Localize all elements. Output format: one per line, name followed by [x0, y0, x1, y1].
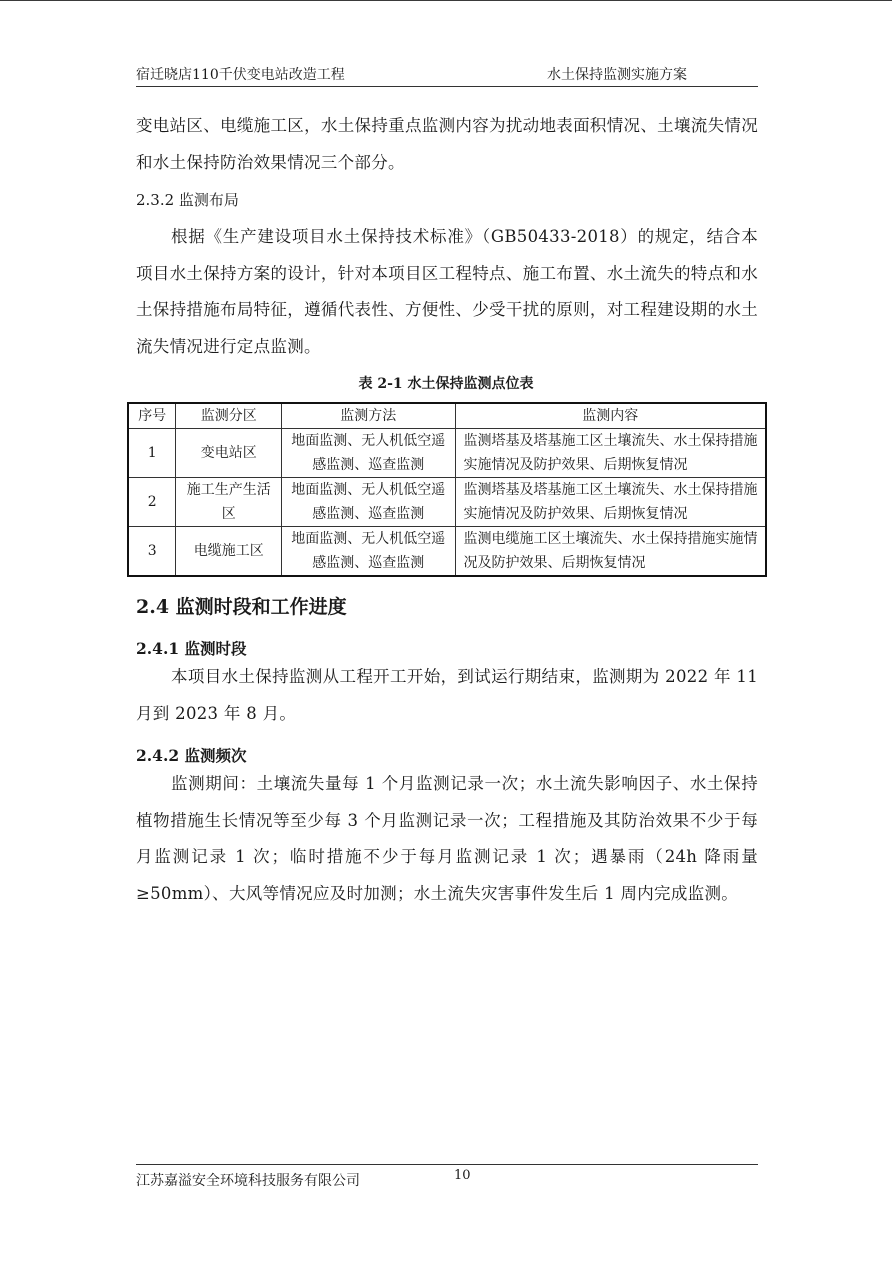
footer-company: 江苏嘉溢安全环境科技服务有限公司	[136, 1173, 360, 1189]
header-rule	[136, 86, 758, 87]
table-cell-index: 2	[128, 478, 176, 527]
page-number: 10	[454, 1168, 471, 1183]
table-cell-zone: 电缆施工区	[176, 527, 282, 577]
table-cell-zone: 施工生产生活区	[176, 478, 282, 527]
table-row	[128, 478, 766, 527]
table-row	[128, 527, 766, 577]
section-2-4-1-heading: 2.4.1 监测时段	[136, 639, 247, 658]
section-2-4-2-paragraph: 监测期间：土壤流失量每 1 个月监测记录一次；水土流失影响因子、水土保持植物措施生长情况等至少每 3 个月监测记录一次；工程措施及其防治效果不少于每月监测记录 1 次；临时措施不少于每月监测记录 1 次；遇暴雨（24h 降雨量≥50mm）、大风等情况应及时加测；水土流失灾害事件发生后 1 周内完成监测。	[136, 774, 758, 903]
table-cell-index: 1	[128, 429, 176, 478]
table-header-row	[128, 403, 766, 429]
table-cell-method: 地面监测、无人机低空遥感监测、巡查监测	[282, 527, 455, 577]
table-cell-zone: 变电站区	[176, 429, 282, 478]
table-cell-method: 地面监测、无人机低空遥感监测、巡查监测	[282, 429, 455, 478]
table-caption: 表 2-1 水土保持监测点位表	[358, 376, 534, 392]
footer-rule	[136, 1164, 758, 1165]
section-2-3-2-heading: 2.3.2 监测布局	[136, 191, 239, 209]
table-row	[128, 429, 766, 478]
section-2-3-2-paragraph: 根据《生产建设项目水土保持技术标准》（GB50433-2018）的规定，结合本项目水土保持方案的设计，针对本项目区工程特点、施工布置、水土流失的特点和水土保持措施布局特征，遵循代表性、方便性、少受干扰的原则，对工程建设期的水土流失情况进行定点监测。	[136, 227, 758, 356]
table-header-cell: 监测方法	[282, 403, 455, 429]
section-2-4-heading: 2.4 监测时段和工作进度	[136, 596, 347, 618]
table-header-cell: 监测分区	[176, 403, 282, 429]
table-header-cell: 序号	[128, 403, 176, 429]
header-project-title: 宿迁晓店110千伏变电站改造工程	[136, 67, 345, 83]
intro-paragraph: 变电站区、电缆施工区，水土保持重点监测内容为扰动地表面积情况、土壤流失情况和水土保持防治效果情况三个部分。	[136, 116, 758, 172]
page-header	[136, 64, 758, 86]
header-doc-title: 水土保持监测实施方案	[547, 67, 687, 83]
monitoring-points-table	[127, 402, 767, 577]
table-cell-method: 地面监测、无人机低空遥感监测、巡查监测	[282, 478, 455, 527]
section-2-4-2-heading: 2.4.2 监测频次	[136, 746, 247, 765]
table-header-cell: 监测内容	[455, 403, 766, 429]
table-cell-index: 3	[128, 527, 176, 577]
table-cell-content: 监测塔基及塔基施工区土壤流失、水土保持措施实施情况及防护效果、后期恢复情况	[455, 478, 766, 527]
table-cell-content: 监测电缆施工区土壤流失、水土保持措施实施情况及防护效果、后期恢复情况	[455, 527, 766, 577]
section-2-4-1-paragraph: 本项目水土保持监测从工程开工开始，到试运行期结束，监测期为 2022 年 11 月到 2023 年 8 月。	[136, 667, 758, 723]
table-cell-content: 监测塔基及塔基施工区土壤流失、水土保持措施实施情况及防护效果、后期恢复情况	[455, 429, 766, 478]
page-top-border	[0, 0, 892, 1]
